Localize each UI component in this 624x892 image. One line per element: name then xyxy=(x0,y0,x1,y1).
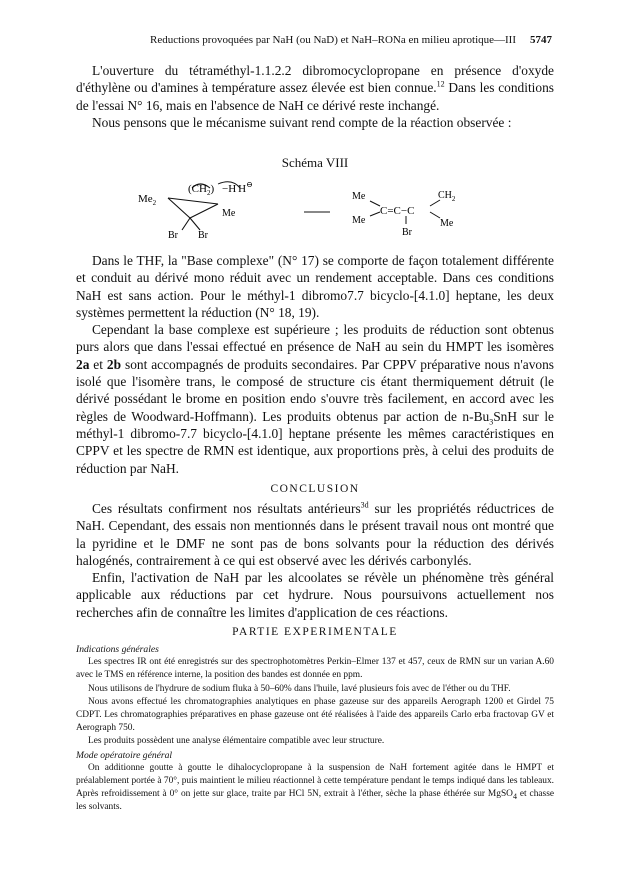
intro-paragraph-2: Nous pensons que le mécanisme suivant rend compte de la réaction observée : xyxy=(92,114,512,130)
h-label: −H H⊖ xyxy=(222,180,253,195)
mode-operatoire-label: Mode opératoire général xyxy=(76,749,173,761)
scheme-title: Schéma VIII xyxy=(281,155,349,170)
indications-label: Indications générales xyxy=(76,644,159,655)
br-label-1: Br xyxy=(168,230,178,238)
conclusion-paragraph-1: Ces résultats confirment nos résultats antérieurs$^{3d}$ sur les propriétés réductrices de NaH. Cependant, des essais non mentionnés dans le présent travail nous ont montré que la pyridine et le DMF ne sont pas de bons solvants pour la réduction des dérivés halogénés, contrairement à ce qui est observé avec les dérivés carbonylés. xyxy=(76,500,554,568)
br-label-right: Br xyxy=(402,227,412,238)
conclusion-paragraph-2: Enfin, l'activation de NaH par les alcoolates se révèle un phénomène très général applicable aux réductions par cet hydrure. Nous poursuivons actuellement nos recherches afin de connaître les limites d'application de ces réactions. xyxy=(76,570,554,620)
thf-section xyxy=(76,252,554,477)
running-title: Reductions provoquées par NaH (ou NaD) et NaH–RONa en milieu aprotique—III xyxy=(150,34,516,46)
conclusion-heading: CONCLUSION xyxy=(270,483,360,495)
experimental-section xyxy=(76,626,554,815)
indications-paragraph-3: Nous avons effectué les chromatographies analytiques en phase gazeuse sur des appareils Aerograph 1200 et Girdel 75 CDPT. Les chromatographies préparatives en phase gazeuse ont été réalisées à l'aide des appareils Carlo erba fractovap GV et Aerograph 750. xyxy=(76,696,554,734)
ch2-label: $(CH_2)$ xyxy=(188,183,215,197)
me2-label: $Me_2$ xyxy=(138,193,157,207)
indications-paragraph-1: Les spectres IR ont été enregistrés sur des spectrophotomètres Perkin–Elmer 137 et 457, ceux de RMN sur un varian A.60 avec le TMS en référence interne, la position des bandes est donnée en ppm. xyxy=(76,657,554,681)
page-number: 5747 xyxy=(530,34,552,46)
me-right: Me xyxy=(440,218,454,229)
reference-12: 12 xyxy=(436,79,445,89)
me-bottom-left: Me xyxy=(352,215,366,226)
alkene-chain: C=C−C xyxy=(380,205,415,217)
reaction-scheme xyxy=(130,176,510,238)
indications-paragraph-2: Nous utilisons de l'hydrure de sodium fluka à 50–60% dans l'huile, lavé plusieurs fois avec de l'éther ou du THF. xyxy=(88,683,511,694)
mode-operatoire-paragraph: On additionne goutte à goutte le dihalocyclopropane à la suspension de NaH fortement agitée dans le HMPT et préalablement portée à 70°, puis maintient le milieu réactionnel à cette température pendant le temps indiqué dans les tableaux. Après refroidissement à 0° on jette sur glace, traite par HCl 5N, extrait à l'éther, sèche la phase éthérée sur MgSO$_4$ et chasse les solvants. xyxy=(76,762,555,813)
conclusion-section xyxy=(76,483,554,621)
me-top-left: Me xyxy=(352,191,366,202)
base-complexe-paragraph: Cependant la base complexe est supérieure ; les produits de réduction sont obtenus purs alors que dans l'essai effectué en présence de NaH au sein du HMPT les isomères 2a et 2b sont accompagnés de produits secondaires. Par CPPV préparative nous n'avons isolé que l'isomère trans, le composé de structure cis étant thermiquement détruit (le dérivé possédant le brome en position endo s'ouvre très facilement, en accord avec les règles de Woodward-Hoffmann). Les produits obtenus par action de $n-Bu_3SnH$ sur le méthyl-1 dibromo-7.7 bicyclo-[4.1.0] heptane présente les mêmes caractéristiques en CPPV et les spectre de RMN est identique, aux proportions près, à celui des produits de réduction par NaH. xyxy=(76,322,555,476)
ch2-right: $CH_2$ xyxy=(438,190,456,203)
experimental-heading: PARTIE EXPERIMENTALE xyxy=(232,626,398,638)
intro-paragraph-1: L'ouverture du tétraméthyl-1.1.2.2 dibromocyclopropane en présence d'oxyde d'éthylène ou d'amines à température assez élevée est bien connue.$^{12}$ Dans les conditions de l'essai N° 16, mais en l'absence de NaH ce dérivé reste inchangé. xyxy=(76,63,555,113)
br-label-2: Br xyxy=(198,230,208,238)
thf-paragraph: Dans le THF, la "Base complexe" (N° 17) se comporte de façon totalement différente et conduit au dérivé mono réduit avec un rendement acceptable. Dans ces conditions NaH est sans action. Pour le méthyl-1 dibromo7.7 bicyclo-[4.1.0] heptane, les deux systèmes permettent la réduction (N° 18, 19). xyxy=(76,253,554,320)
running-header xyxy=(82,34,552,46)
intro-section xyxy=(76,62,554,131)
indications-paragraph-4: Les produits possèdent une analyse élémentaire compatible avec leur structure. xyxy=(88,736,385,747)
me-label: Me xyxy=(222,208,236,219)
